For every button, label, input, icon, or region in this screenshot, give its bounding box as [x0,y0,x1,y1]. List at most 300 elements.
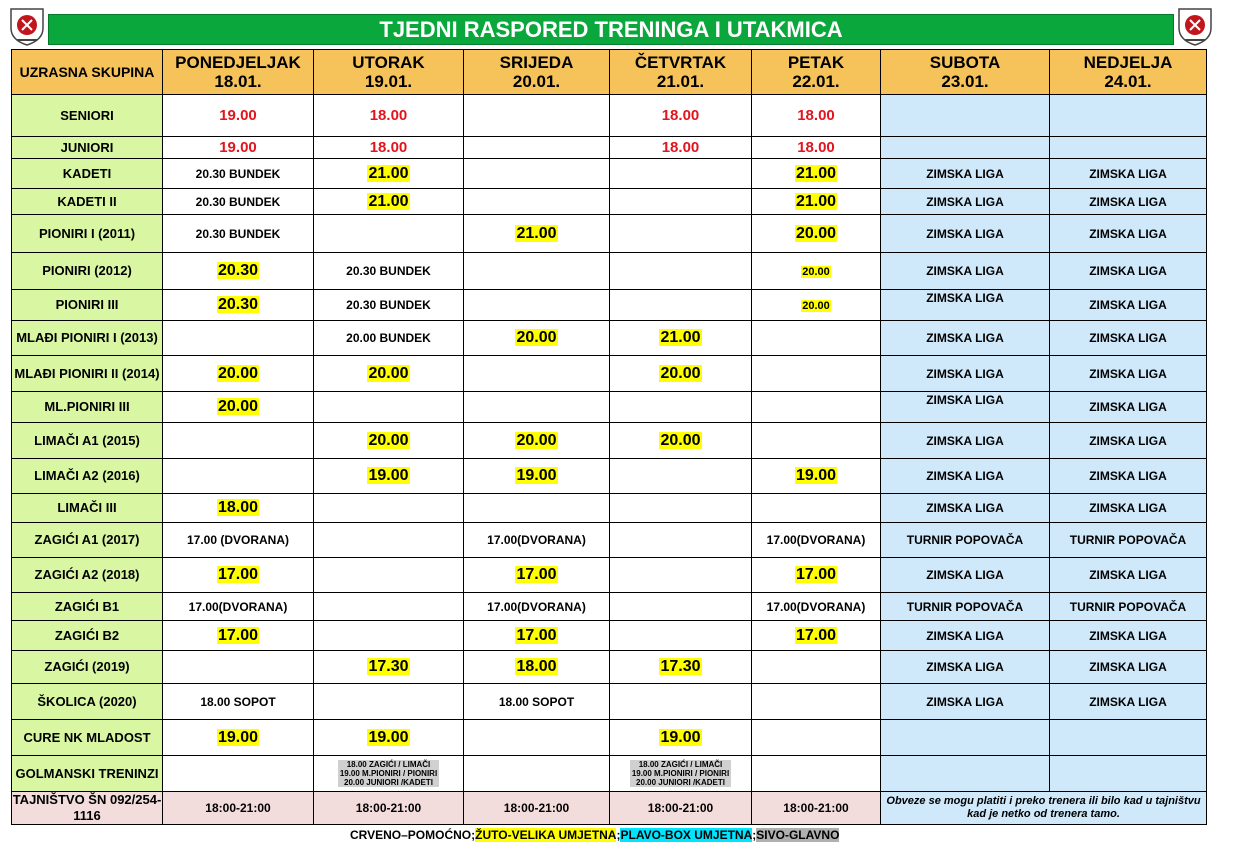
time-yellow: 17.30 [368,658,409,675]
office-hours: 18:00-21:00 [163,792,314,825]
schedule-cell [163,321,314,356]
table-row [12,558,1207,593]
schedule-cell [163,593,314,621]
time-yellow: 18.00 [516,658,557,675]
header-day [1050,50,1207,95]
session-text: 18.00 SOPOT [498,694,575,709]
schedule-body [12,95,1207,792]
time-yellow: 17.00 [795,566,837,583]
time-yellow: 21.00 [368,164,409,182]
session-text: ZIMSKA LIGA [926,226,1004,241]
schedule-cell [881,215,1050,253]
day-date: 23.01. [941,72,989,91]
schedule-cell [163,720,314,756]
schedule-cell [464,756,610,792]
schedule-cell [163,756,314,792]
session-text: ZIMSKA LIGA [926,501,1004,515]
table-row [12,137,1207,159]
session-text: 20.30 BUNDEK [346,298,431,312]
time-yellow: 19.00 [516,467,557,484]
schedule-cell [1050,593,1207,621]
age-group-label: LIMAČI A2 (2016) [12,459,163,494]
age-group-label: ZAGIĆI B1 [12,593,163,621]
age-group-label: PIONIRI I (2011) [12,215,163,253]
time-yellow: 20.00 [217,398,259,415]
schedule-cell [881,423,1050,459]
session-text: ZIMSKA LIGA [1089,194,1167,209]
schedule-cell [610,159,752,189]
time-red: 18.00 [369,107,408,124]
time-yellow: 19.00 [795,467,837,484]
schedule-cell [314,137,464,159]
age-group-label: ZAGIĆI B2 [12,621,163,651]
day-date: 24.01. [1104,72,1152,91]
goalkeeper-line: 19.00 M.PIONIRI / PIONIRI [339,768,438,778]
time-red: 18.00 [797,107,835,124]
schedule-cell [881,253,1050,290]
schedule-cell [1050,321,1207,356]
time-yellow: 19.00 [368,728,409,746]
session-text: ZIMSKA LIGA [1089,469,1167,483]
session-text: ZIMSKA LIGA [926,366,1004,381]
time-yellow: 20.00 [368,431,409,449]
session-text: ZIMSKA LIGA [1089,331,1167,345]
time-yellow: 18.00 [217,499,259,516]
page-title: TJEDNI RASPORED TRENINGA I UTAKMICA [48,14,1174,45]
day-date: 18.01. [214,72,262,91]
schedule-cell [881,95,1050,137]
schedule-cell [163,684,314,720]
schedule-cell [464,651,610,684]
schedule-cell [1050,215,1207,253]
header-day [464,50,610,95]
schedule-cell [610,651,752,684]
age-group-label: KADETI II [12,189,163,215]
schedule-cell [752,494,881,523]
session-text: ZIMSKA LIGA [926,660,1004,674]
schedule-cell [163,651,314,684]
session-text: ZIMSKA LIGA [1089,660,1167,674]
goalkeeper-schedule [338,760,439,787]
schedule-cell [464,95,610,137]
schedule-cell [610,290,752,321]
schedule-cell [752,215,881,253]
schedule-cell [464,720,610,756]
schedule-cell [1050,651,1207,684]
time-yellow: 17.00 [516,566,557,583]
table-row [12,290,1207,321]
schedule-cell [881,321,1050,356]
table-row [12,523,1207,558]
time-yellow: 17.00 [795,626,837,644]
schedule-cell [881,189,1050,215]
schedule-cell [314,356,464,392]
day-date: 20.01. [512,72,561,91]
schedule-cell [881,159,1050,189]
table-row [12,459,1207,494]
age-group-label: ZAGIĆI A2 (2018) [12,558,163,593]
session-text: ZIMSKA LIGA [926,568,1004,582]
schedule-cell [464,494,610,523]
schedule-cell [314,215,464,253]
table-row [12,392,1207,423]
schedule-cell [610,392,752,423]
table-row [12,159,1207,189]
time-yellow: 21.00 [795,164,837,182]
age-group-label: MLAĐI PIONIRI I (2013) [12,321,163,356]
session-text: ZIMSKA LIGA [1089,694,1167,709]
day-name: PONEDJELJAK [175,53,301,72]
session-text: ZIMSKA LIGA [1089,501,1167,515]
schedule-cell [752,253,881,290]
time-yellow: 20.00 [516,329,557,346]
header-day [314,50,464,95]
schedule-cell [314,651,464,684]
time-yellow: 17.30 [660,658,701,675]
schedule-cell [752,523,881,558]
table-row [12,321,1207,356]
legend-yellow: ŽUTO-VELIKA UMJETNA [475,828,617,842]
schedule-cell [1050,95,1207,137]
schedule-cell [314,321,464,356]
schedule-cell [752,558,881,593]
club-crest-icon [8,6,46,46]
schedule-cell [464,215,610,253]
age-group-label: ZAGIĆI A1 (2017) [12,523,163,558]
schedule-cell [314,189,464,215]
schedule-cell [163,392,314,423]
schedule-cell [881,494,1050,523]
age-group-label: KADETI [12,159,163,189]
time-yellow: 19.00 [217,728,259,746]
schedule-cell [610,423,752,459]
header-day [163,50,314,95]
time-red: 19.00 [219,107,257,124]
time-red: 18.00 [661,107,700,124]
schedule-cell [752,720,881,756]
day-date: 21.01. [656,72,705,91]
schedule-cell [610,684,752,720]
day-name: PETAK [787,53,845,72]
time-red: 18.00 [797,139,835,156]
schedule-cell [881,558,1050,593]
schedule-cell [163,356,314,392]
schedule-cell [752,321,881,356]
table-row [12,651,1207,684]
schedule-cell [752,459,881,494]
table-row [12,423,1207,459]
schedule-cell [1050,137,1207,159]
session-text: 20.30 BUNDEK [195,194,281,209]
time-yellow: 21.00 [516,224,557,242]
schedule-cell [163,215,314,253]
session-text: 17.00(DVORANA) [766,533,866,547]
schedule-cell [464,189,610,215]
goalkeeper-line: 20.00 JUNIORI /KADETI [636,777,725,787]
goalkeeper-schedule [630,760,731,787]
legend-sep: ; [752,828,757,842]
schedule-cell [163,459,314,494]
schedule-cell [163,523,314,558]
time-yellow: 20.00 [802,300,830,312]
session-text: ZIMSKA LIGA [926,331,1004,345]
schedule-cell [610,356,752,392]
schedule-cell [314,494,464,523]
time-yellow: 20.30 [217,262,259,279]
office-hours: 18:00-21:00 [464,792,610,825]
session-text: 20.00 BUNDEK [346,331,431,345]
session-text: ZIMSKA LIGA [926,166,1004,181]
schedule-cell [1050,253,1207,290]
session-text: ZIMSKA LIGA [926,694,1004,709]
table-row [12,253,1207,290]
session-text: 20.30 BUNDEK [346,264,431,278]
table-row [12,215,1207,253]
schedule-cell [752,392,881,423]
schedule-cell [752,137,881,159]
schedule-cell [1050,459,1207,494]
goalkeeper-line: 18.00 ZAGIĆI / LIMAČI [638,759,723,769]
schedule-cell [881,651,1050,684]
schedule-cell [1050,720,1207,756]
session-text: ZIMSKA LIGA [926,194,1004,209]
schedule-cell [464,392,610,423]
office-contact: TAJNIŠTVO ŠN 092/254-1116 [12,792,162,823]
time-yellow: 19.00 [368,467,409,484]
age-group-label: CURE NK MLADOST [12,720,163,756]
schedule-cell [464,253,610,290]
session-text: 20.30 BUNDEK [195,166,281,181]
schedule-cell [163,494,314,523]
schedule-cell [752,621,881,651]
goalkeeper-line: 18.00 ZAGIĆI / LIMAČI [346,759,431,769]
schedule-cell [314,558,464,593]
schedule-cell [314,756,464,792]
session-text: ZIMSKA LIGA [926,264,1004,278]
header-day [881,50,1050,95]
schedule-cell [881,290,1050,321]
legend-red: CRVENO–POMOĆNO; [350,828,476,842]
time-yellow: 20.00 [795,224,837,242]
table-row [12,684,1207,720]
age-group-label: ML.PIONIRI III [12,392,163,423]
schedule-cell [881,523,1050,558]
time-yellow: 19.00 [660,728,701,746]
schedule-cell [464,137,610,159]
schedule-cell [1050,159,1207,189]
schedule-cell [314,423,464,459]
schedule-cell [881,720,1050,756]
schedule-cell [464,684,610,720]
schedule-cell [464,290,610,321]
session-text: ZIMSKA LIGA [1089,433,1167,448]
schedule-cell [464,356,610,392]
legend-gray: SIVO-GLAVNO [756,828,840,842]
age-group-label: GOLMANSKI TRENINZI [12,756,163,792]
schedule-cell [1050,423,1207,459]
session-text: 17.00(DVORANA) [487,533,586,547]
session-text: ZIMSKA LIGA [1089,226,1167,241]
schedule-cell [881,137,1050,159]
schedule-cell [1050,494,1207,523]
schedule-cell [881,459,1050,494]
schedule-cell [163,558,314,593]
table-row [12,95,1207,137]
table-row [12,494,1207,523]
day-name: SRIJEDA [499,53,574,72]
schedule-cell [752,290,881,321]
schedule-cell [752,756,881,792]
schedule-cell [1050,189,1207,215]
session-text: ZIMSKA LIGA [926,628,1004,643]
schedule-cell [752,189,881,215]
schedule-cell [752,159,881,189]
table-row [12,756,1207,792]
schedule-cell [314,720,464,756]
schedule-cell [464,459,610,494]
schedule-cell [610,253,752,290]
session-text: ZIMSKA LIGA [1089,166,1167,181]
schedule-cell [314,95,464,137]
time-yellow: 17.00 [217,626,259,644]
schedule-cell [1050,392,1207,423]
schedule-cell [314,253,464,290]
time-red: 18.00 [661,139,700,156]
schedule-cell [752,95,881,137]
schedule-cell [752,423,881,459]
session-text: TURNIR POPOVAČA [906,599,1024,614]
day-date: 19.01. [364,72,413,91]
schedule-cell [881,684,1050,720]
schedule-cell [163,95,314,137]
session-text: TURNIR POPOVAČA [1069,533,1187,547]
header-day [610,50,752,95]
session-text: TURNIR POPOVAČA [906,533,1024,547]
session-text: ZIMSKA LIGA [926,393,1004,407]
session-text: ZIMSKA LIGA [926,469,1004,483]
schedule-table [11,49,1207,825]
schedule-cell [1050,756,1207,792]
schedule-cell [1050,621,1207,651]
table-row [12,720,1207,756]
schedule-cell [610,95,752,137]
legend-sep: ; [616,828,621,842]
legend-blue: PLAVO-BOX UMJETNA [620,828,753,842]
schedule-cell [610,189,752,215]
age-group-label: PIONIRI III [12,290,163,321]
schedule-cell [314,159,464,189]
day-name: NEDJELJA [1083,53,1173,72]
schedule-cell [610,720,752,756]
schedule-cell [610,494,752,523]
day-name: SUBOTA [929,53,1001,72]
schedule-cell [464,523,610,558]
table-row [12,621,1207,651]
session-text: ZIMSKA LIGA [1089,400,1167,414]
schedule-cell [314,684,464,720]
schedule-cell [610,621,752,651]
schedule-cell [314,621,464,651]
time-yellow: 20.00 [217,364,259,382]
time-yellow: 20.00 [660,364,701,382]
schedule-cell [610,558,752,593]
session-text: ZIMSKA LIGA [1089,628,1167,643]
schedule-cell [610,756,752,792]
session-text: TURNIR POPOVAČA [1069,599,1187,614]
schedule-cell [610,215,752,253]
day-name: ČETVRTAK [634,53,727,72]
schedule-cell [464,423,610,459]
schedule-cell [464,621,610,651]
schedule-cell [163,137,314,159]
session-text: 17.00(DVORANA) [188,599,288,614]
schedule-cell [1050,684,1207,720]
session-text: 17.00(DVORANA) [766,599,866,614]
schedule-cell [881,756,1050,792]
table-row [12,593,1207,621]
schedule-cell [752,356,881,392]
session-text: 18.00 SOPOT [200,694,276,709]
club-crest-icon [1176,6,1214,46]
schedule-cell [752,684,881,720]
session-text: 20.30 BUNDEK [195,226,281,241]
time-yellow: 17.00 [516,626,557,644]
schedule-cell [464,159,610,189]
time-yellow: 20.00 [802,266,830,278]
session-text: ZIMSKA LIGA [926,291,1004,305]
schedule-cell [314,593,464,621]
time-yellow: 20.00 [368,364,409,382]
schedule-cell [464,558,610,593]
age-group-label: SENIORI [12,95,163,137]
time-yellow: 20.00 [516,431,557,449]
header-day [752,50,881,95]
schedule-cell [1050,558,1207,593]
time-yellow: 20.30 [217,296,259,313]
schedule-cell [464,593,610,621]
schedule-cell [163,159,314,189]
schedule-cell [314,392,464,423]
session-text: ZIMSKA LIGA [1089,568,1167,582]
time-yellow: 21.00 [660,329,701,346]
goalkeeper-line: 20.00 JUNIORI /KADETI [344,777,433,787]
table-row [12,189,1207,215]
schedule-cell [163,253,314,290]
age-group-label: LIMAČI III [12,494,163,523]
schedule-cell [1050,523,1207,558]
session-text: 17.00(DVORANA) [487,599,586,614]
schedule-cell [1050,356,1207,392]
office-hours: 18:00-21:00 [610,792,752,825]
schedule-cell [610,321,752,356]
time-yellow: 17.00 [217,566,259,583]
footer-row [12,792,1207,825]
schedule-cell [881,356,1050,392]
session-text: ZIMSKA LIGA [926,433,1004,448]
age-group-label: MLAĐI PIONIRI II (2014) [12,356,163,392]
schedule-cell [314,459,464,494]
age-group-label: ZAGIĆI (2019) [12,651,163,684]
session-text: 17.00 (DVORANA) [186,533,290,547]
session-text: ZIMSKA LIGA [1089,298,1167,312]
schedule-cell [610,593,752,621]
schedule-cell [1050,290,1207,321]
office-hours: 18:00-21:00 [752,792,881,825]
schedule-cell [881,621,1050,651]
schedule-cell [881,593,1050,621]
goalkeeper-line: 19.00 M.PIONIRI / PIONIRI [631,768,730,778]
schedule-cell [163,189,314,215]
